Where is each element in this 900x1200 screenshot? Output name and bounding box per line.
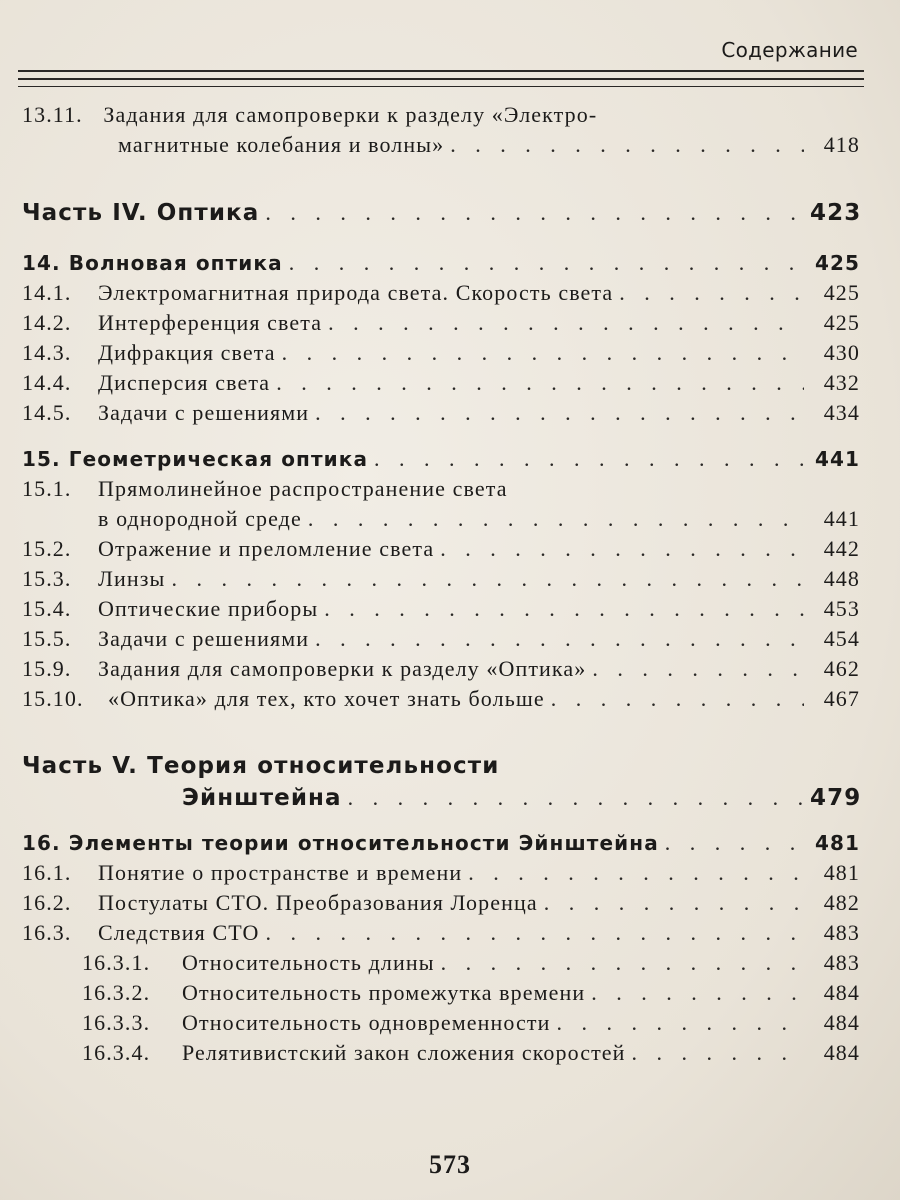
entry-title-line2: магнитные колебания и волны»: [118, 132, 445, 157]
table-of-contents: [22, 100, 860, 1068]
entry-page: 483: [823, 920, 860, 945]
toc-entry-16-1: [22, 858, 860, 888]
toc-entry-15-5: [22, 624, 860, 654]
entry-page: 425: [823, 280, 860, 305]
toc-chapter-15: [22, 444, 860, 474]
toc-chapter-16: [22, 828, 860, 858]
entry-title: Постулаты СТО. Преобразования Лоренца: [98, 890, 538, 915]
toc-part-5: [22, 750, 860, 814]
entry-title: Отражение и преломление света: [98, 536, 435, 561]
page-number: 573: [429, 1150, 471, 1179]
leader-dots: [626, 1038, 804, 1068]
toc-entry-16-3: [22, 918, 860, 948]
entry-page: 453: [823, 596, 860, 621]
entry-number: 15.3.: [22, 566, 72, 591]
leader-dots: [309, 624, 804, 654]
entry-title: Дисперсия света: [98, 370, 271, 395]
entry-title: Релятивистский закон сложения скоростей: [182, 1040, 626, 1065]
entry-title: Относительность одновременности: [182, 1010, 551, 1035]
toc-entry-14-1: [22, 278, 860, 308]
leader-dots: [283, 248, 804, 278]
leader-dots: [322, 308, 804, 338]
entry-page: 425: [823, 310, 860, 335]
toc-entry-13-11: [22, 100, 860, 160]
leader-dots: [260, 918, 805, 948]
entry-title: Относительность промежутка времени: [182, 980, 586, 1005]
entry-number: 14.3.: [22, 340, 72, 365]
entry-page: 484: [823, 1010, 860, 1035]
toc-entry-15-2: [22, 534, 860, 564]
entry-number: 14.2.: [22, 310, 72, 335]
toc-entry-14-3: [22, 338, 860, 368]
part-page: 423: [810, 200, 862, 226]
entry-number: 16.3.: [22, 920, 72, 945]
toc-entry-15-1: [22, 474, 860, 534]
chapter-page: 441: [814, 447, 860, 471]
entry-number: 16.3.4.: [82, 1040, 151, 1065]
entry-title-line1: Задания для самопроверки к разделу «Электро-: [103, 102, 598, 127]
entry-title: Дифракция света: [98, 340, 276, 365]
part-title-line2: Эйнштейна: [182, 785, 342, 811]
leader-dots: [551, 1008, 804, 1038]
entry-number: 15.10.: [22, 686, 84, 711]
part-page: 479: [810, 785, 862, 811]
entry-title: Задания для самопроверки к разделу «Оптика»: [98, 656, 587, 681]
leader-dots: [342, 782, 804, 814]
entry-page: 418: [823, 132, 860, 157]
entry-page: 467: [823, 686, 860, 711]
entry-number: 16.2.: [22, 890, 72, 915]
toc-entry-14-2: [22, 308, 860, 338]
leader-dots: [270, 368, 804, 398]
leader-dots: [302, 504, 804, 534]
entry-title: Линзы: [98, 566, 166, 591]
toc-entry-16-3-3: [22, 1008, 860, 1038]
leader-dots: [613, 278, 804, 308]
entry-number: 16.1.: [22, 860, 72, 885]
entry-page: 481: [823, 860, 860, 885]
entry-number: 15.2.: [22, 536, 72, 561]
leader-dots: [545, 684, 804, 714]
entry-title: Задачи с решениями: [98, 626, 310, 651]
running-head: Содержание: [721, 38, 858, 62]
leader-dots: [435, 948, 804, 978]
chapter-page: 425: [814, 251, 860, 275]
part-title-line1: Часть V. Теория относительности: [22, 753, 500, 779]
entry-title: Оптические приборы: [98, 596, 319, 621]
toc-entry-16-3-4: [22, 1038, 860, 1068]
leader-dots: [434, 534, 804, 564]
chapter-title: 16. Элементы теории относительности Эйнштейна: [22, 831, 659, 855]
leader-dots: [586, 654, 804, 684]
entry-title: Электромагнитная природа света. Скорость света: [98, 280, 614, 305]
entry-number: 16.3.2.: [82, 980, 151, 1005]
entry-title: «Оптика» для тех, кто хочет знать больше: [108, 686, 545, 711]
entry-title-line2: в однородной среде: [98, 506, 302, 531]
entry-page: 430: [823, 340, 860, 365]
entry-page: 441: [823, 506, 860, 531]
part-title: Часть IV. Оптика: [22, 200, 260, 226]
chapter-title: 14. Волновая оптика: [22, 251, 283, 275]
entry-page: 432: [823, 370, 860, 395]
entry-title: Следствия СТО: [98, 920, 260, 945]
entry-page: 434: [823, 400, 860, 425]
leader-dots: [165, 564, 804, 594]
entry-title-line1: Прямолинейное распространение света: [98, 476, 508, 501]
toc-entry-16-3-1: [22, 948, 860, 978]
leader-dots: [309, 398, 804, 428]
entry-number: 16.3.1.: [82, 950, 151, 975]
entry-number: 13.11.: [22, 102, 83, 127]
entry-title: Понятие о пространстве и времени: [98, 860, 463, 885]
header-rule: [18, 70, 864, 72]
header-rule: [18, 86, 864, 87]
entry-number: 15.9.: [22, 656, 72, 681]
entry-number: 16.3.3.: [82, 1010, 151, 1035]
entry-page: 454: [823, 626, 860, 651]
chapter-title: 15. Геометрическая оптика: [22, 447, 369, 471]
leader-dots: [444, 130, 804, 160]
toc-entry-14-4: [22, 368, 860, 398]
leader-dots: [318, 594, 804, 624]
leader-dots: [259, 198, 804, 228]
toc-entry-15-4: [22, 594, 860, 624]
entry-title: Относительность длины: [182, 950, 435, 975]
entry-number: 14.5.: [22, 400, 72, 425]
toc-entry-15-9: [22, 654, 860, 684]
leader-dots: [276, 338, 804, 368]
leader-dots: [538, 888, 804, 918]
entry-page: 448: [823, 566, 860, 591]
toc-entry-16-3-2: [22, 978, 860, 1008]
toc-entry-16-2: [22, 888, 860, 918]
entry-number: 14.1.: [22, 280, 72, 305]
entry-number: 14.4.: [22, 370, 72, 395]
header-rule: [18, 78, 864, 80]
entry-page: 462: [823, 656, 860, 681]
leader-dots: [462, 858, 804, 888]
entry-page: 442: [823, 536, 860, 561]
leader-dots: [585, 978, 804, 1008]
toc-entry-14-5: [22, 398, 860, 428]
toc-chapter-14: [22, 248, 860, 278]
leader-dots: [368, 444, 804, 474]
entry-number: 15.4.: [22, 596, 72, 621]
entry-page: 484: [823, 1040, 860, 1065]
entry-title: Интерференция света: [98, 310, 323, 335]
chapter-page: 481: [814, 831, 860, 855]
entry-title: Задачи с решениями: [98, 400, 310, 425]
entry-page: 482: [823, 890, 860, 915]
toc-entry-15-3: [22, 564, 860, 594]
toc-entry-15-10: [22, 684, 860, 714]
entry-page: 484: [823, 980, 860, 1005]
toc-part-4: [22, 198, 860, 228]
entry-page: 483: [823, 950, 860, 975]
entry-number: 15.5.: [22, 626, 72, 651]
entry-number: 15.1.: [22, 476, 72, 501]
leader-dots: [659, 828, 804, 858]
